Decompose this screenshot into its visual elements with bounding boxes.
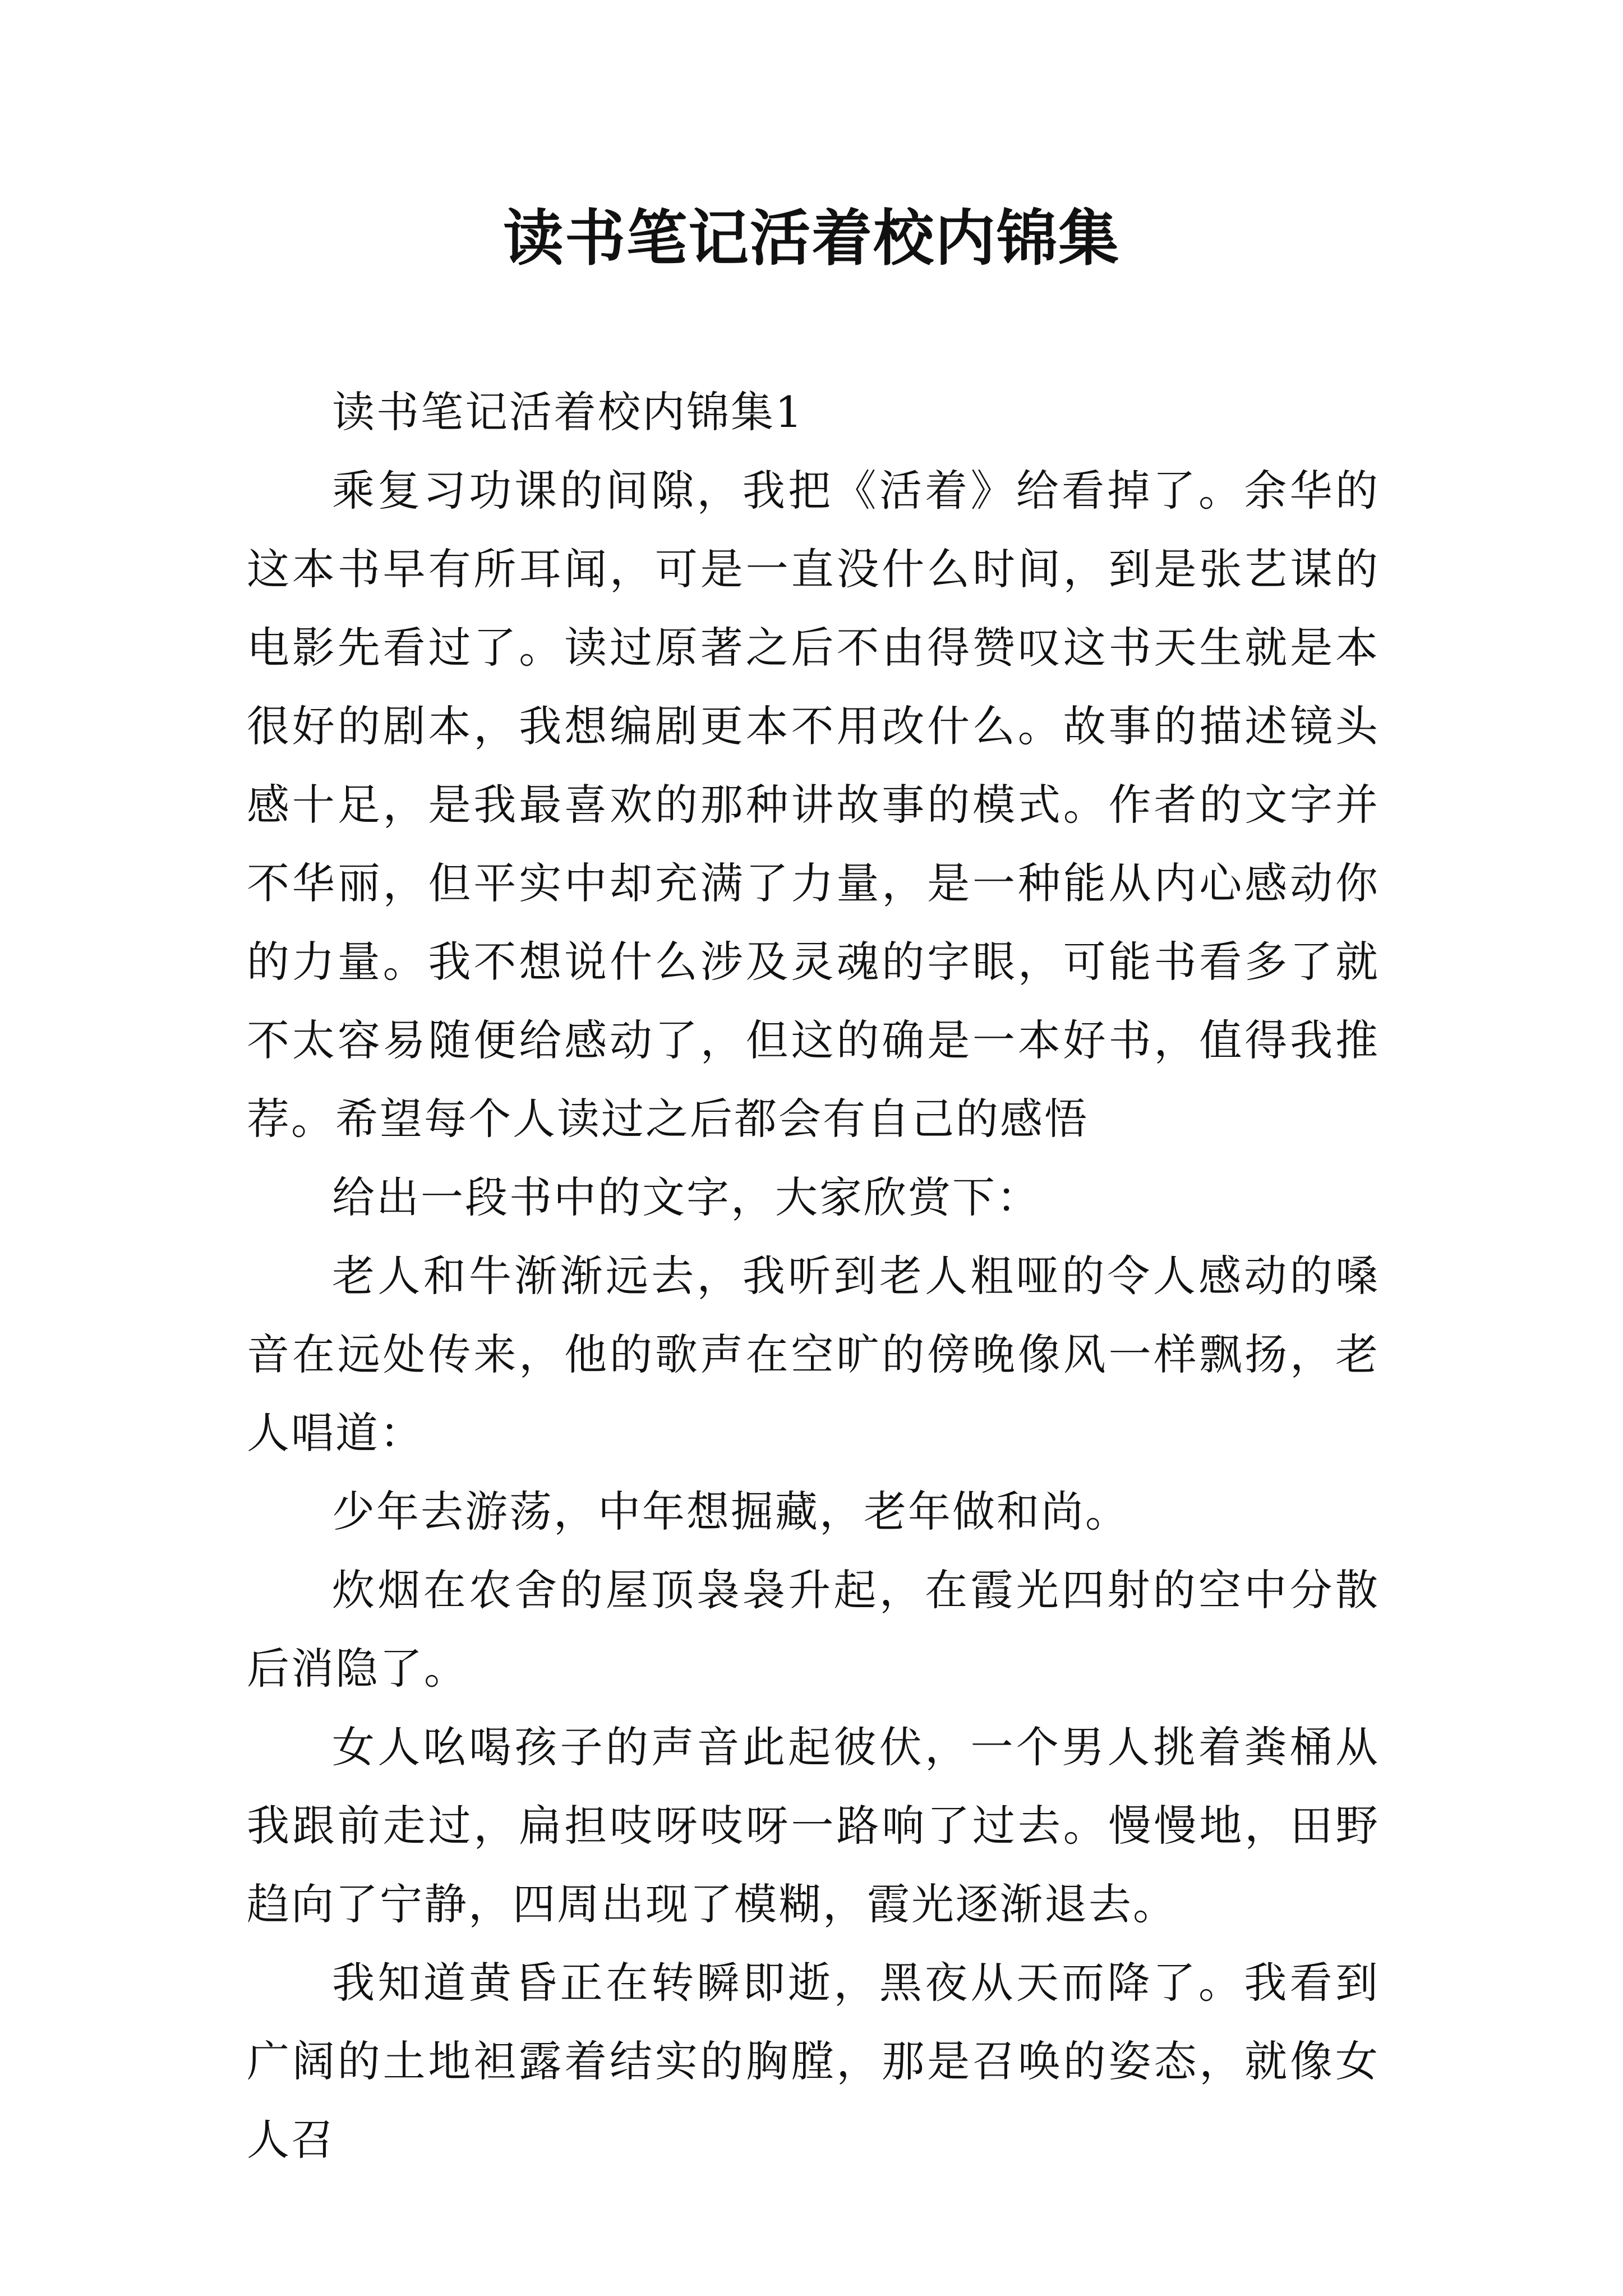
paragraph: 炊烟在农舍的屋顶袅袅升起，在霞光四射的空中分散后消隐了。	[247, 1565, 1380, 1694]
paragraph: 乘复习功课的间隙，我把《活着》给看掉了。余华的这本书早有所耳闻，可是一直没什么时间，到是张艺谋的电影先看过了。读过原著之后不由得赞叹这书天生就是本很好的剧本，我想编剧更本不用改什么。故事的描述镜头感十足，是我最喜欢的那种讲故事的模式。作者的文字并不华丽，但平实中却充满了力量，是一种能从内心感动你的力量。我不想说什么涉及灵魂的字眼，可能书看多了就不太容易随便给感动了，但这的确是一本好书，值得我推荐。希望每个人读过之后都会有自己的感悟	[247, 466, 1380, 1144]
paragraph: 老人和牛渐渐远去，我听到老人粗哑的令人感动的嗓音在远处传来，他的歌声在空旷的傍晚像风一样飘扬，老人唱道：	[247, 1251, 1380, 1458]
document-body	[247, 373, 1380, 2179]
section-heading: 读书笔记活着校内锦集1	[332, 387, 804, 437]
paragraph: 女人吆喝孩子的声音此起彼伏，一个男人挑着粪桶从我跟前走过，扁担吱呀吱呀一路响了过去。慢慢地，田野趋向了宁静，四周出现了模糊，霞光逐渐退去。	[247, 1722, 1380, 1929]
document-title: 读书笔记活着校内锦集	[502, 203, 1120, 274]
paragraph: 少年去游荡，中年想掘藏，老年做和尚。	[332, 1487, 1129, 1536]
paragraph: 给出一段书中的文字，大家欣赏下：	[332, 1172, 1041, 1222]
paragraph: 我知道黄昏正在转瞬即逝，黑夜从天而降了。我看到广阔的土地袒露着结实的胸膛，那是召唤的姿态，就像女人召	[247, 1958, 1380, 2165]
